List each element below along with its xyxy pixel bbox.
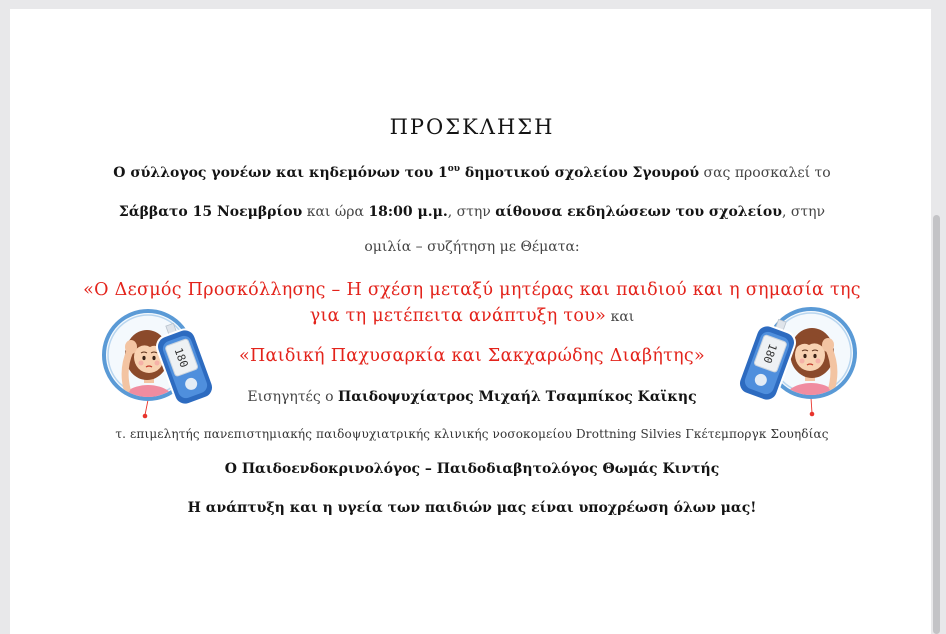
pointer-line [145,400,148,415]
event-venue: αίθουσα εκδηλώσεων του σχολείου [495,204,782,220]
intro-invite-text: σας προσκαλεί το [699,165,831,181]
speaker2-name: Ο Παιδοενδοκρινολόγος – Παιδοδιαβητολόγος Θωμάς Κιντής [224,461,720,477]
intro-line [10,161,934,185]
topics-intro: ομιλία – συζήτηση με Θέματα: [364,239,580,255]
intro-organizer-1: Ο σύλλογος γονέων και κηδεμόνων του 1 [113,165,448,181]
pointer-line [811,398,812,413]
intro-superscript: ου [447,164,461,174]
meter-reading: 180 [171,346,191,370]
event-time: 18:00 μ.μ. [368,204,448,220]
intro-organizer-2: δημοτικού σχολείου Σγουρού [460,165,700,181]
date-connector-2: , στην [447,204,496,220]
girl-with-glucose-meter-icon [95,305,225,427]
closing-statement: Η ανάπτυξη και η υγεία των παιδιών μας είναι υποχρέωση όλων μας! [187,500,757,516]
topic1-line2: για τη μετέπειτα ανάπτυξη του» [309,306,607,326]
topic-connector: και [606,309,635,325]
pointer-dot [810,412,815,417]
speakers-prefix: Εισηγητές ο [247,389,338,405]
date-connector-1: και ώρα [302,204,369,220]
pointer-dot [143,414,148,419]
event-date: Σάββατο 15 Νοεμβρίου [118,204,303,220]
meter-reading: 180 [760,341,780,365]
topic1-line1: «Ο Δεσμός Προσκόλλησης – Η σχέση μεταξύ μητέρας και παιδιού και η σημασία της [83,280,861,300]
date-line [10,200,934,224]
topic2-title: «Παιδική Παχυσαρκία και Σακχαρώδης Διαβήτης» [238,346,706,366]
vertical-scrollbar-thumb[interactable] [933,215,940,634]
document-title: ΠΡΟΣΚΛΗΣΗ [389,115,555,139]
speaker1-name: Παιδοψυχίατρος Μιχαήλ Τσαμπίκος Καϊκης [337,389,697,405]
speaker1-credentials: τ. επιμελητής πανεπιστημιακής παιδοψυχιατρικής κλινικής νοσοκομείου Drottning Silvies Γκέτεμποργκ Σουηδίας [115,427,829,441]
date-connector-3: , στην [781,204,826,220]
girl-with-glucose-meter-icon-right [733,303,863,425]
